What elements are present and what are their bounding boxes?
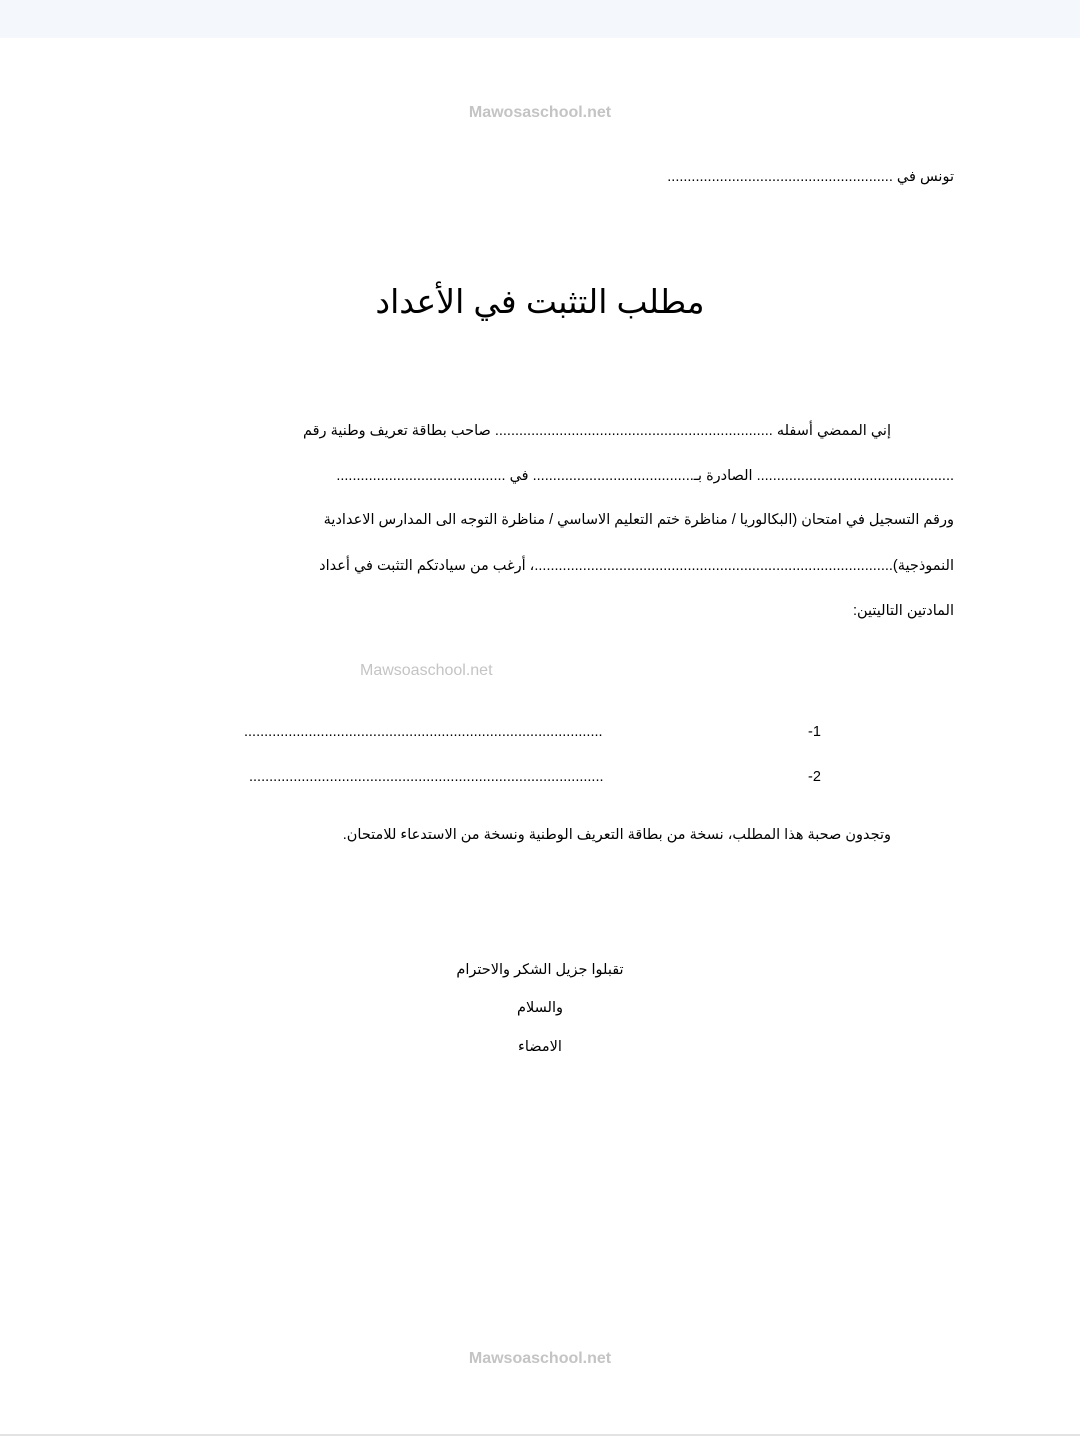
document-title: مطلب التثبت في الأعداد — [375, 283, 705, 320]
item-1-dots: ......................................................................................... — [244, 724, 603, 740]
body-line-4: النموذجية).........................................................................................، أرغب من سيادتكم التثبت في أعداد — [319, 558, 954, 574]
page-bottom-border — [0, 1434, 1080, 1436]
item-2-dots: ........................................................................................ — [249, 769, 604, 785]
item-2-number: -2 — [808, 769, 821, 785]
attachment-note: وتجدون صحبة هذا المطلب، نسخة من بطاقة التعريف الوطنية ونسخة من الاستدعاء للامتحان. — [342, 827, 891, 843]
closing-salutation: والسلام — [516, 1000, 563, 1016]
item-1-number: -1 — [808, 724, 821, 740]
watermark-middle: Mawsoaschool.net — [360, 662, 493, 679]
body-line-3: ورقم التسجيل في امتحان (البكالوريا / مناظرة ختم التعليم الاساسي / مناظرة التوجه الى المدارس الاعدادية — [323, 512, 954, 528]
signature-label: الامضاء — [518, 1039, 562, 1055]
body-line-2: ................................................. الصادرة بـ........................................ في .......................................... — [336, 468, 954, 484]
watermark-top: Mawosaschool.net — [468, 104, 612, 121]
body-line-5: المادتين التاليتين: — [852, 603, 954, 619]
body-line-1: إني الممضي أسفله ..................................................................... صاحب بطاقة تعريف وطنية رقم — [302, 423, 891, 439]
date-line: تونس في ........................................................ — [667, 169, 954, 185]
top-band — [0, 0, 1080, 38]
closing-thanks: تقبلوا جزيل الشكر والاحترام — [456, 962, 624, 978]
watermark-bottom: Mawsoaschool.net — [468, 1350, 612, 1367]
